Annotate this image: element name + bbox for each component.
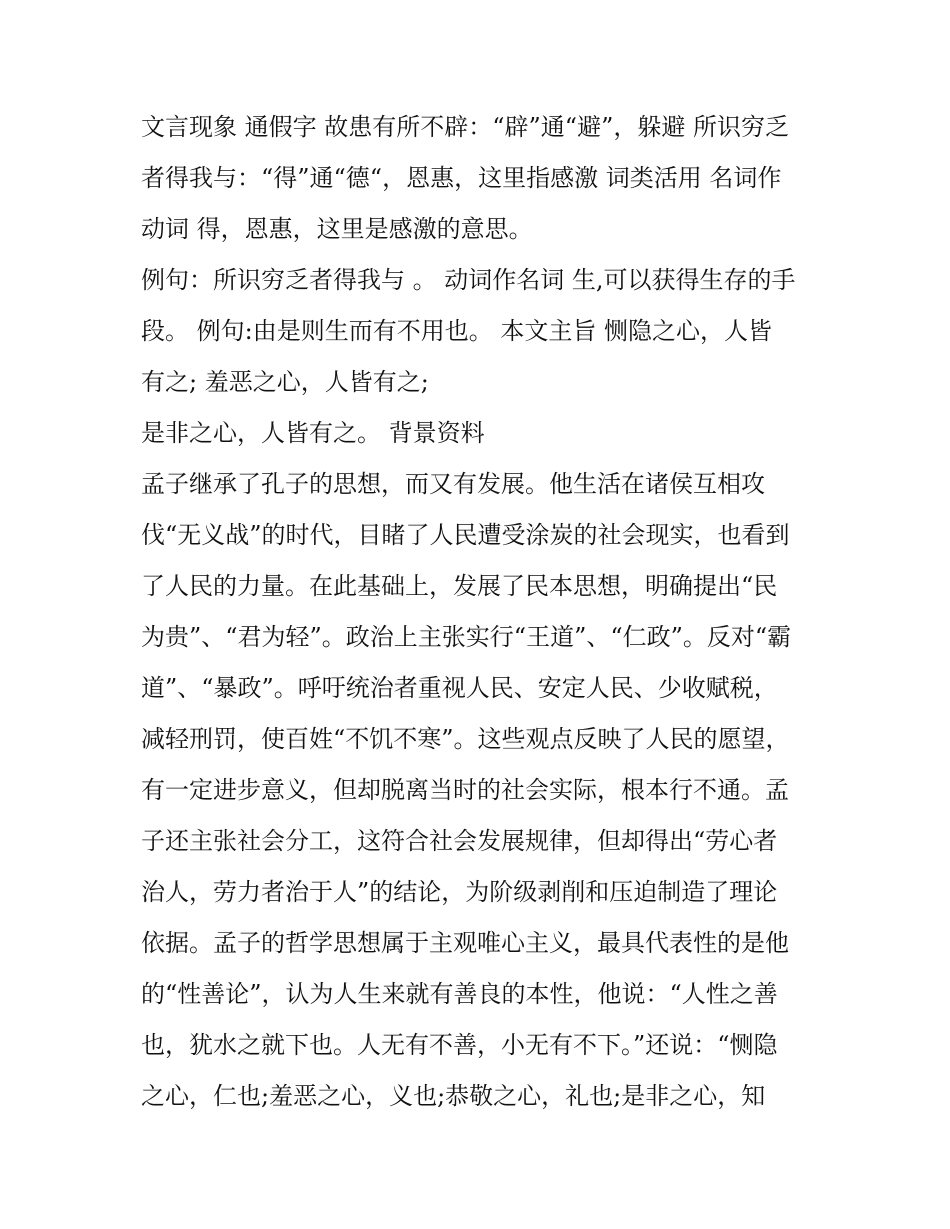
text-line: 伐“无义战”的时代，目睹了人民遭受涂炭的社会现实，也看到 (141, 521, 790, 549)
text-line: 者得我与：“得”通“德“，恩惠，这里指感激 词类活用 名词作 (141, 164, 782, 192)
text-line: 是非之心，人皆有之。 背景资料 (141, 419, 485, 447)
body-text (141, 102, 813, 1122)
text-line: 也，犹水之就下也。人无有不善，小无有不下。”还说：“恻隐 (141, 1031, 778, 1059)
text-line: 的“性善论”，认为人生来就有善良的本性，他说：“人性之善 (141, 980, 778, 1008)
text-line: 之心，仁也;羞恶之心，义也;恭敬之心，礼也;是非之心，知 (141, 1082, 766, 1110)
text-line: 文言现象 通假字 故患有所不辟：“辟”通“避”，躲避 所识穷乏 (141, 113, 789, 141)
text-line: 减轻刑罚，使百姓“不饥不寒”。这些观点反映了人民的愿望， (141, 725, 790, 753)
text-line: 为贵”、“君为轻”。政治上主张实行“王道”、“仁政”。反对“霸 (141, 623, 792, 651)
text-line: 有之; 羞恶之心，人皆有之; (141, 368, 429, 396)
text-line: 孟子继承了孔子的思想，而又有发展。他生活在诸侯互相攻 (141, 470, 765, 498)
text-line: 有一定进步意义，但却脱离当时的社会实际，根本行不通。孟 (141, 776, 789, 804)
text-line: 治人，劳力者治于人”的结论，为阶级剥削和压迫制造了理论 (141, 878, 778, 906)
text-line: 段。 例句:由是则生而有不用也。 本文主旨 恻隐之心，人皆 (141, 317, 772, 345)
text-line: 依据。孟子的哲学思想属于主观唯心主义，最具代表性的是他 (141, 929, 789, 957)
text-line: 例句：所识穷乏者得我与 。 动词作名词 生,可以获得生存的手 (141, 266, 796, 294)
text-line: 了人民的力量。在此基础上，发展了民本思想，明确提出“民 (141, 572, 778, 600)
text-line: 动词 得，恩惠，这里是感激的意思。 (141, 215, 533, 243)
text-line: 道”、“暴政”。呼吁统治者重视人民、安定人民、少收赋税， (141, 674, 778, 702)
text-line: 子还主张社会分工，这符合社会发展规律，但却得出“劳心者 (141, 827, 778, 855)
